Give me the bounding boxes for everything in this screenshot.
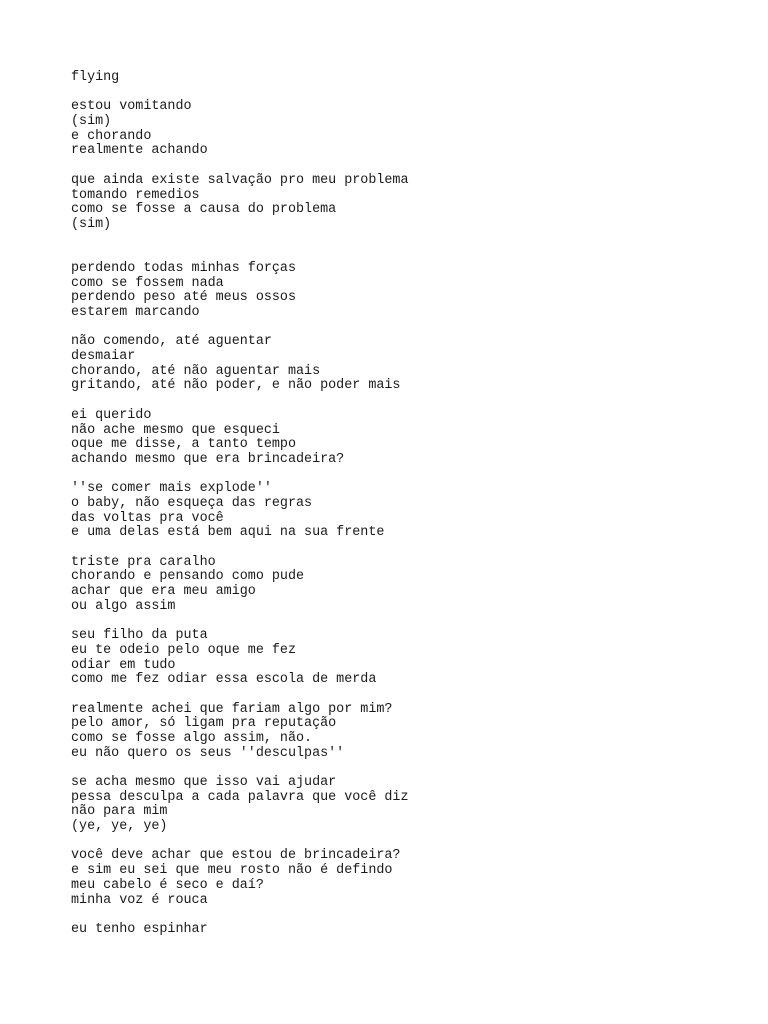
poem-line: se acha mesmo que isso vai ajudar — [71, 775, 337, 791]
poem-line: ei querido — [71, 407, 152, 423]
poem-line: como se fosse a causa do problema — [71, 202, 337, 218]
poem-line: (ye, ye, ye) — [71, 819, 168, 835]
poem-title: flying — [71, 70, 120, 85]
poem-line: como se fosse algo assim, não. — [71, 730, 313, 746]
poem-line: realmente achei que fariam algo por mim? — [71, 701, 393, 717]
poem-line: meu cabelo é seco e daí? — [71, 877, 264, 893]
poem-line: como se fossem nada — [71, 275, 224, 291]
stanza-8 — [71, 629, 751, 688]
poem-line: o baby, não esqueça das regras — [71, 495, 313, 511]
poem-line: que ainda existe salvação pro meu problema — [71, 172, 409, 188]
poem-line: pelo amor, só ligam pra reputação — [71, 716, 337, 732]
poem-line: perdendo peso até meus ossos — [71, 290, 296, 306]
poem-line: e uma delas está bem aqui na sua frente — [71, 525, 385, 541]
poem-line: você deve achar que estou de brincadeira? — [71, 848, 401, 864]
stanza-2 — [71, 174, 751, 233]
poem-line: eu não quero os seus ''desculpas'' — [71, 745, 345, 761]
poem-line: não para mim — [71, 804, 168, 820]
stanza-1 — [71, 100, 751, 159]
poem-line: como me fez odiar essa escola de merda — [71, 672, 377, 688]
stanza-11 — [71, 849, 751, 908]
poem-line: minha voz é rouca — [71, 892, 208, 908]
stanza-5 — [71, 409, 751, 468]
document-page — [71, 71, 751, 952]
poem-line: (sim) — [71, 216, 112, 232]
poem-line: (sim) — [71, 114, 112, 130]
stanza-6 — [71, 482, 751, 541]
poem-line: seu filho da puta — [71, 628, 208, 644]
stanza-9 — [71, 703, 751, 762]
poem-line: triste pra caralho — [71, 554, 216, 570]
poem-line: eu te odeio pelo oque me fez — [71, 642, 296, 658]
poem-line: chorando e pensando como pude — [71, 569, 305, 585]
poem-line: desmaiar — [71, 349, 136, 365]
poem-line: odiar em tudo — [71, 657, 176, 673]
poem-line: e sim eu sei que meu rosto não é defindo — [71, 863, 393, 879]
poem-line: ''se comer mais explode'' — [71, 481, 272, 497]
poem-line: pessa desculpa a cada palavra que você diz — [71, 789, 409, 805]
poem-line: tomando remedios — [71, 187, 200, 203]
poem-line: estou vomitando — [71, 99, 192, 115]
poem-line: das voltas pra você — [71, 510, 224, 526]
poem-line: achando mesmo que era brincadeira? — [71, 451, 345, 467]
poem-line: chorando, até não aguentar mais — [71, 363, 321, 379]
poem-line: não ache mesmo que esqueci — [71, 422, 280, 438]
poem-line: perdendo todas minhas forças — [71, 260, 296, 276]
poem-line: e chorando — [71, 128, 152, 144]
poem-line: gritando, até não poder, e não poder mais — [71, 378, 401, 394]
poem-line: estarem marcando — [71, 305, 200, 321]
poem-line: ou algo assim — [71, 598, 176, 614]
poem-line: achar que era meu amigo — [71, 584, 256, 600]
stanza-4 — [71, 335, 751, 394]
poem-line: realmente achando — [71, 143, 208, 159]
stanza-10 — [71, 776, 751, 835]
poem-line: oque me disse, a tanto tempo — [71, 437, 296, 453]
stanza-12 — [71, 923, 751, 938]
poem-line: não comendo, até aguentar — [71, 334, 272, 350]
stanza-3 — [71, 262, 751, 321]
stanza-7 — [71, 556, 751, 615]
poem-line: eu tenho espinhar — [71, 921, 208, 937]
